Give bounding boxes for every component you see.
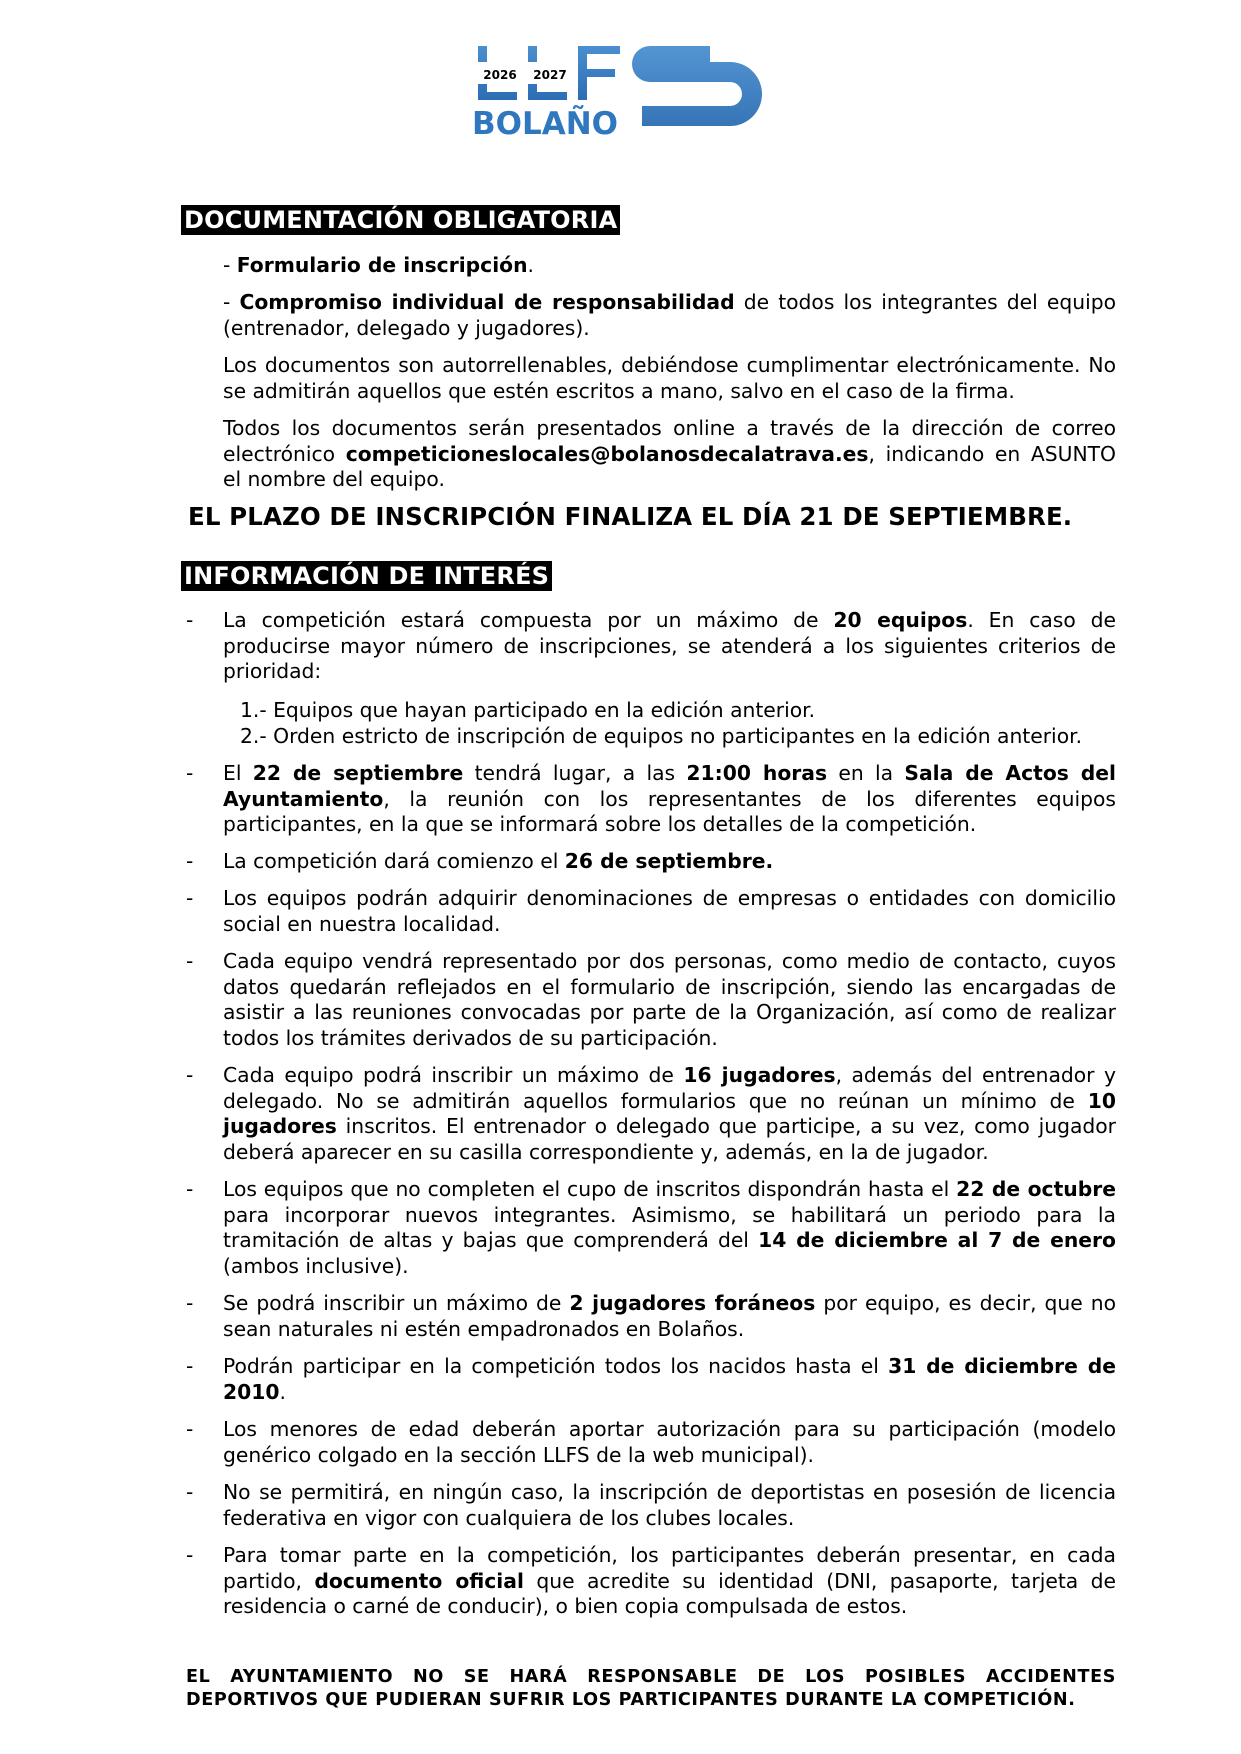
submission-text-b: , indicando en ASUNTO el nombre del equipo. bbox=[223, 441, 1116, 491]
text: . En caso de producirse mayor número de inscripciones, se atenderá a los siguientes criterios de prioridad: bbox=[223, 608, 1116, 683]
text: Los equipos que no completen el cupo de inscritos dispondrán hasta el bbox=[223, 1177, 957, 1201]
max-teams-value: 20 equipos bbox=[833, 608, 968, 632]
text: El bbox=[223, 761, 253, 785]
doc-para-submission bbox=[223, 416, 1116, 493]
llfs-bolanos-logo bbox=[470, 38, 770, 148]
meeting-place: Sala de Actos del Ayuntamiento bbox=[223, 761, 1117, 811]
text: , además del entrenador y delegado. No se admitirán aquellos formularios que no reúnan un mínimo de bbox=[223, 1063, 1116, 1113]
birth-cutoff: 31 de diciembre de 2010 bbox=[223, 1354, 1116, 1404]
text: (ambos inclusive). bbox=[223, 1253, 409, 1278]
text: , la reunión con los representantes de los diferentes equipos participantes, en la que se informará sobre los detalles de la competición. bbox=[223, 786, 1116, 836]
text: por equipo, es decir, que no sean naturales ni estén empadronados en Bolaños. bbox=[223, 1291, 1116, 1341]
logo-year-start: 2026 bbox=[483, 68, 517, 82]
section-title-documentation: DOCUMENTACIÓN OBLIGATORIA bbox=[181, 205, 620, 235]
logo-town: BOLAÑO bbox=[472, 106, 619, 142]
text: Se podrá inscribir un máximo de bbox=[223, 1291, 570, 1315]
info-item-foreign-players bbox=[186, 1291, 1116, 1342]
logo-year-end: 2027 bbox=[533, 68, 567, 82]
doc-item-form: - Formulario de inscripción. bbox=[223, 253, 534, 277]
section-title-information: INFORMACIÓN DE INTERÉS bbox=[181, 561, 552, 591]
info-item-roster-changes bbox=[186, 1177, 1116, 1279]
list-dash: - bbox=[186, 1480, 194, 1504]
text: Para tomar parte en la competición, los participantes deberán presentar, en cada partido, bbox=[223, 1543, 1116, 1593]
list-dash: - bbox=[186, 1291, 194, 1315]
doc-item-commitment-label: Compromiso individual de responsabilidad bbox=[239, 290, 735, 314]
info-item-licences bbox=[186, 1480, 1116, 1531]
list-dash: - bbox=[186, 1177, 194, 1201]
min-players: 10 jugadores bbox=[223, 1088, 1116, 1138]
max-players: 16 jugadores bbox=[683, 1063, 836, 1087]
text: Los equipos podrán adquirir denominaciones de empresas o entidades con domicilio social en nuestra localidad. bbox=[223, 886, 1116, 936]
transfer-window: 14 de diciembre al 7 de enero bbox=[758, 1228, 1116, 1252]
info-item-age bbox=[186, 1354, 1116, 1405]
foreign-players: 2 jugadores foráneos bbox=[569, 1291, 816, 1315]
text: Podrán participar en la competición todos los nacidos hasta el bbox=[223, 1354, 889, 1378]
submission-text-a: Todos los documentos serán presentados online a través de la dirección de correo electrónico bbox=[223, 416, 1116, 466]
list-dash: - bbox=[186, 1417, 194, 1441]
info-item-max-teams bbox=[186, 608, 1116, 685]
meeting-time: 21:00 horas bbox=[686, 761, 828, 785]
text: para incorporar nuevos integrantes. Asimismo, se habilitará un periodo para la tramitación de altas y bajas que comprenderá del bbox=[223, 1202, 1116, 1252]
info-item-id-document bbox=[186, 1543, 1116, 1620]
list-dash: - bbox=[186, 1063, 194, 1087]
list-dash: - bbox=[186, 761, 194, 785]
text: La competición dará comienzo el bbox=[223, 849, 565, 873]
registration-deadline: EL PLAZO DE INSCRIPCIÓN FINALIZA EL DÍA 21 DE SEPTIEMBRE. bbox=[188, 502, 1073, 531]
list-dash: - bbox=[186, 608, 194, 632]
roster-deadline: 22 de octubre bbox=[956, 1177, 1116, 1201]
list-dash: - bbox=[186, 1543, 194, 1567]
info-item-meeting bbox=[186, 761, 1116, 838]
list-dash: - bbox=[186, 849, 194, 873]
meeting-date: 22 de septiembre bbox=[252, 761, 464, 785]
text: inscritos. El entrenador o delegado que participe, a su vez, como jugador deberá aparecer en su casilla correspondiente y, además, en la de jugador. bbox=[223, 1114, 1116, 1164]
list-dash: - bbox=[186, 949, 194, 973]
doc-item-commitment: - Compromiso individual de responsabilidad de todos los integrantes del equipo (entrenador, delegado y jugadores). bbox=[223, 290, 1117, 340]
priority-criterion-2: 2.- Orden estricto de inscripción de equipos no participantes en la edición anterior. bbox=[240, 724, 1083, 748]
text: Los menores de edad deberán aportar autorización para su participación (modelo genérico colgado en la sección LLFS de la web municipal). bbox=[223, 1417, 1116, 1467]
text: La competición estará compuesta por un máximo de bbox=[223, 608, 834, 632]
text: que acredite su identidad (DNI, pasaporte, tarjeta de residencia o carné de conducir), o bien copia compulsada de estos. bbox=[223, 1568, 1116, 1618]
text: tendrá lugar, a las bbox=[463, 761, 687, 785]
start-date: 26 de septiembre. bbox=[564, 849, 774, 873]
official-document: documento oficial bbox=[314, 1568, 524, 1593]
liability-disclaimer: EL AYUNTAMIENTO NO SE HARÁ RESPONSABLE DE LOS POSIBLES ACCIDENTES DEPORTIVOS QUE PUDIERAN SUFRIR LOS PARTICIPANTES DURANTE LA COMPETICIÓN. bbox=[186, 1667, 1116, 1710]
priority-criterion-1: 1.- Equipos que hayan participado en la edición anterior. bbox=[240, 698, 816, 722]
text: Cada equipo podrá inscribir un máximo de bbox=[223, 1063, 684, 1087]
info-item-representatives bbox=[186, 949, 1116, 1051]
list-dash: - bbox=[186, 1354, 194, 1378]
doc-item-form-label: Formulario de inscripción bbox=[236, 253, 528, 277]
doc-item-commitment-text: de todos los integrantes del equipo (entrenador, delegado y jugadores). bbox=[223, 290, 1117, 340]
info-item-minors bbox=[186, 1417, 1116, 1468]
info-item-start-date bbox=[186, 849, 1116, 875]
text: en la bbox=[827, 761, 905, 785]
list-dash: - bbox=[186, 886, 194, 910]
doc-para-autofill: Los documentos son autorrellenables, debiéndose cumplimentar electrónicamente. No se admitirán aquellos que estén escritos a mano, salvo en el caso de la firma. bbox=[223, 353, 1116, 403]
info-item-names bbox=[186, 886, 1116, 937]
contact-email: competicioneslocales@bolanosdecalatrava.es bbox=[345, 441, 869, 466]
text: No se permitirá, en ningún caso, la inscripción de deportistas en posesión de licencia federativa en vigor con cualquiera de los clubes locales. bbox=[223, 1480, 1116, 1530]
text: Cada equipo vendrá representado por dos personas, como medio de contacto, cuyos datos quedarán reflejados en el formulario de inscripción, siendo las encargadas de asistir a las reuniones convocadas por parte de la Organización, así como de realizar todos los trámites derivados de su participación. bbox=[223, 949, 1116, 1050]
info-item-players bbox=[186, 1063, 1116, 1165]
text: . bbox=[279, 1379, 286, 1404]
